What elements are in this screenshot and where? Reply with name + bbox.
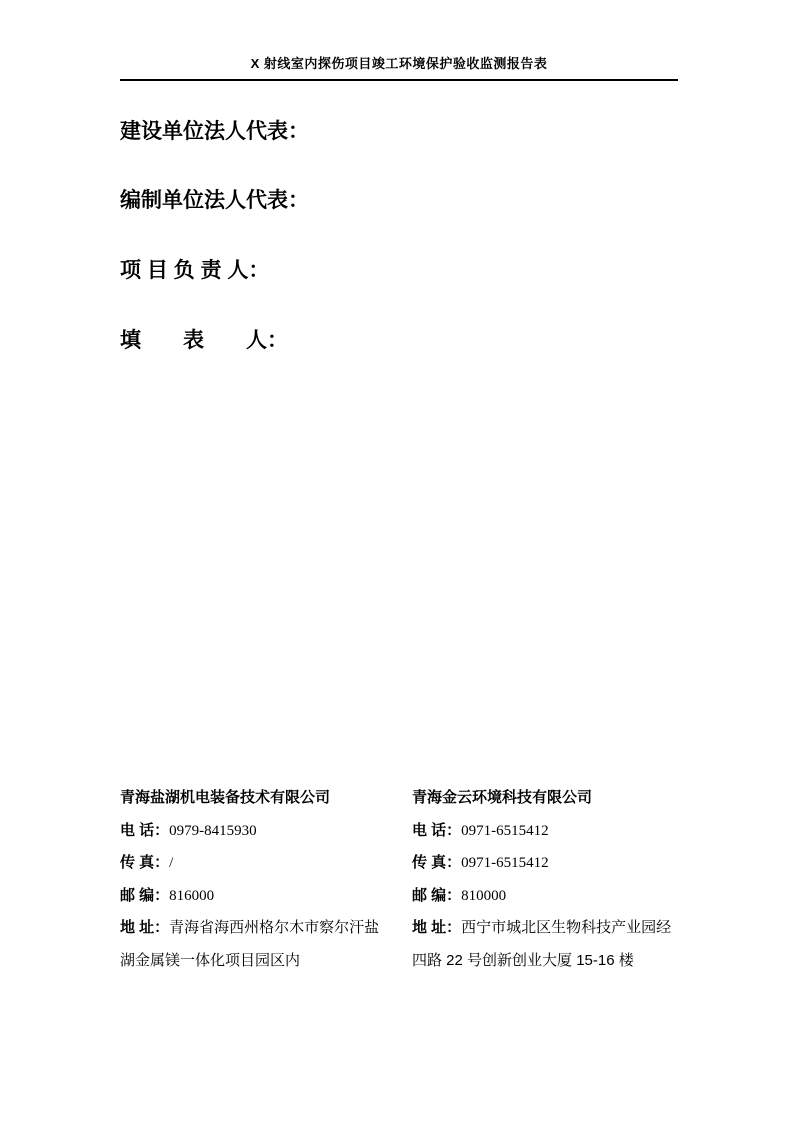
zip-row bbox=[412, 880, 704, 913]
fax-label: 传 真： bbox=[120, 854, 170, 871]
phone-row bbox=[412, 815, 704, 848]
address-label: 地 址： bbox=[412, 919, 462, 936]
phone-value: 0971-6515412 bbox=[461, 822, 549, 839]
address-label: 地 址： bbox=[120, 919, 170, 936]
line-form-filler: 填 表 人： bbox=[120, 329, 288, 352]
fax-value: / bbox=[169, 855, 174, 871]
zip-row bbox=[120, 880, 412, 913]
line-project-leader: 项 目 负 责 人： bbox=[120, 259, 270, 282]
header-rule bbox=[120, 79, 678, 81]
company-block-left bbox=[120, 782, 412, 977]
zip-label: 邮 编： bbox=[412, 886, 462, 904]
address-line1: 西宁市城北区生物科技产业园经 bbox=[461, 919, 672, 936]
phone-label: 电 话： bbox=[412, 821, 462, 839]
address-row bbox=[412, 912, 704, 945]
address-line2: 四路 22 号创新创业大厦 15-16 楼 bbox=[412, 951, 634, 969]
address-line1: 青海省海西州格尔木市察尔汗盐 bbox=[169, 919, 380, 936]
zip-label: 邮 编： bbox=[120, 886, 170, 904]
company-block-right bbox=[412, 782, 704, 977]
zip-value: 816000 bbox=[169, 887, 215, 904]
phone-value: 0979-8415930 bbox=[169, 822, 257, 839]
company-name: 青海盐湖机电装备技术有限公司 bbox=[120, 789, 331, 806]
fax-label: 传 真： bbox=[412, 854, 462, 871]
zip-value: 810000 bbox=[461, 887, 507, 904]
phone-label: 电 话： bbox=[120, 821, 170, 839]
company-name: 青海金云环境科技有限公司 bbox=[412, 789, 593, 806]
address-row bbox=[120, 912, 412, 945]
fax-row bbox=[412, 847, 704, 880]
phone-row bbox=[120, 815, 412, 848]
page-header-title: X 射线室内探伤项目竣工环境保护验收监测报告表 bbox=[250, 56, 548, 71]
line-compilation-unit-legal-rep: 编制单位法人代表： bbox=[120, 189, 309, 212]
address-line2: 湖金属镁一体化项目园区内 bbox=[120, 951, 301, 969]
fax-value: 0971-6515412 bbox=[461, 855, 549, 871]
line-construction-unit-legal-rep: 建设单位法人代表： bbox=[120, 120, 309, 143]
fax-row bbox=[120, 847, 412, 880]
